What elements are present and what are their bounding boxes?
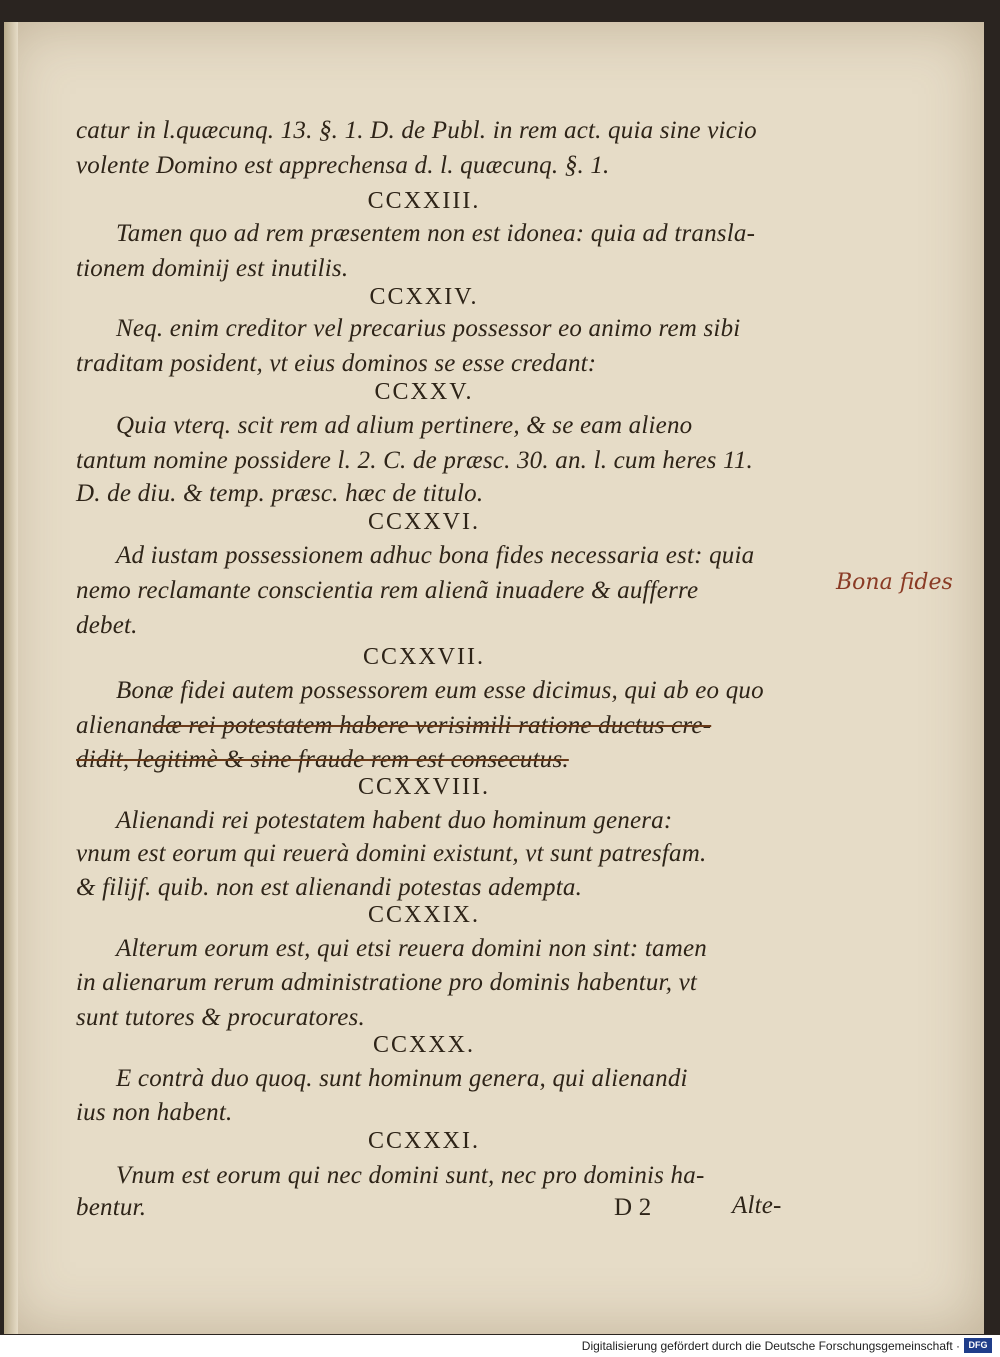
- text-line: volente Domino est apprechensa d. l. quæcunq. §. 1.: [76, 152, 610, 179]
- section-number: CCXXX.: [372, 1032, 475, 1058]
- text-line: bentur.: [76, 1194, 147, 1221]
- section-number: CCXXVIII.: [358, 774, 490, 800]
- footer-bar: [0, 1335, 1000, 1357]
- section-number: CCXXIV.: [369, 284, 479, 310]
- struck-text-line: didit, legitimè & sine fraude rem est consecutus.: [76, 746, 569, 773]
- text-line: Alterum eorum est, qui etsi reuera domini non sint: tamen: [116, 935, 707, 962]
- text-line: Tamen quo ad rem præsentem non est idonea: quia ad transla-: [116, 220, 756, 247]
- text-line: tantum nomine possidere l. 2. C. de præsc. 30. an. l. cum heres 11.: [76, 447, 753, 474]
- text-line: Quia vterq. scit rem ad alium pertinere, & se eam alieno: [116, 412, 693, 439]
- text-line: traditam posident, vt eius dominos se esse credant:: [76, 350, 597, 377]
- text-line: D. de diu. & temp. præsc. hæc de titulo.: [76, 480, 484, 507]
- text-line: sunt tutores & procuratores.: [76, 1004, 365, 1031]
- text-line: tionem dominij est inutilis.: [76, 255, 349, 282]
- text-line: in alienarum rerum administratione pro dominis habentur, vt: [76, 969, 698, 996]
- text-line: Bonæ fidei autem possessorem eum esse dicimus, qui ab eo quo: [116, 677, 764, 704]
- section-number: CCXXIX.: [367, 902, 480, 928]
- text-fragment: alienan: [76, 712, 153, 739]
- section-number: CCXXIII.: [367, 188, 481, 214]
- text-line: & filijf. quib. non est alienandi potestas adempta.: [76, 874, 583, 901]
- text-line: nemo reclamante conscientia rem alienã inuadere & aufferre: [76, 577, 699, 604]
- section-number: CCXXV.: [374, 379, 474, 405]
- handwritten-margin-note: Bona fides: [836, 570, 953, 595]
- struck-text: dæ rei potestatem habere verisimili ratione ductus cre-: [152, 712, 712, 739]
- section-number: CCXXVI.: [367, 509, 480, 535]
- text-line: Vnum est eorum qui nec domini sunt, nec pro dominis ha-: [116, 1162, 705, 1189]
- text-line: Alienandi rei potestatem habent duo hominum genera:: [116, 807, 673, 834]
- footer-credit: Digitalisierung gefördert durch die Deutsche Forschungsgemeinschaft ·: [581, 1339, 960, 1353]
- text-line: Ad iustam possessionem adhuc bona fides necessaria est: quia: [116, 542, 755, 569]
- text-line: debet.: [76, 612, 138, 639]
- catchword: Alte-: [732, 1192, 782, 1219]
- text-line: [76, 712, 711, 740]
- text-line: catur in l.quæcunq. 13. §. 1. D. de Publ. in rem act. quia sine vicio: [76, 117, 757, 144]
- signature-mark: D 2: [614, 1194, 652, 1221]
- section-number: CCXXVII.: [363, 644, 485, 670]
- section-number: CCXXXI.: [367, 1128, 480, 1154]
- text-line: ius non habent.: [76, 1099, 233, 1126]
- dfg-logo-icon: DFG: [964, 1338, 992, 1353]
- text-line: vnum est eorum qui reuerà domini existunt, vt sunt patresfam.: [76, 840, 707, 867]
- text-line: Neq. enim creditor vel precarius possessor eo animo rem sibi: [116, 315, 741, 342]
- book-page: [4, 22, 984, 1334]
- text-line: E contrà duo quoq. sunt hominum genera, qui alienandi: [116, 1065, 688, 1092]
